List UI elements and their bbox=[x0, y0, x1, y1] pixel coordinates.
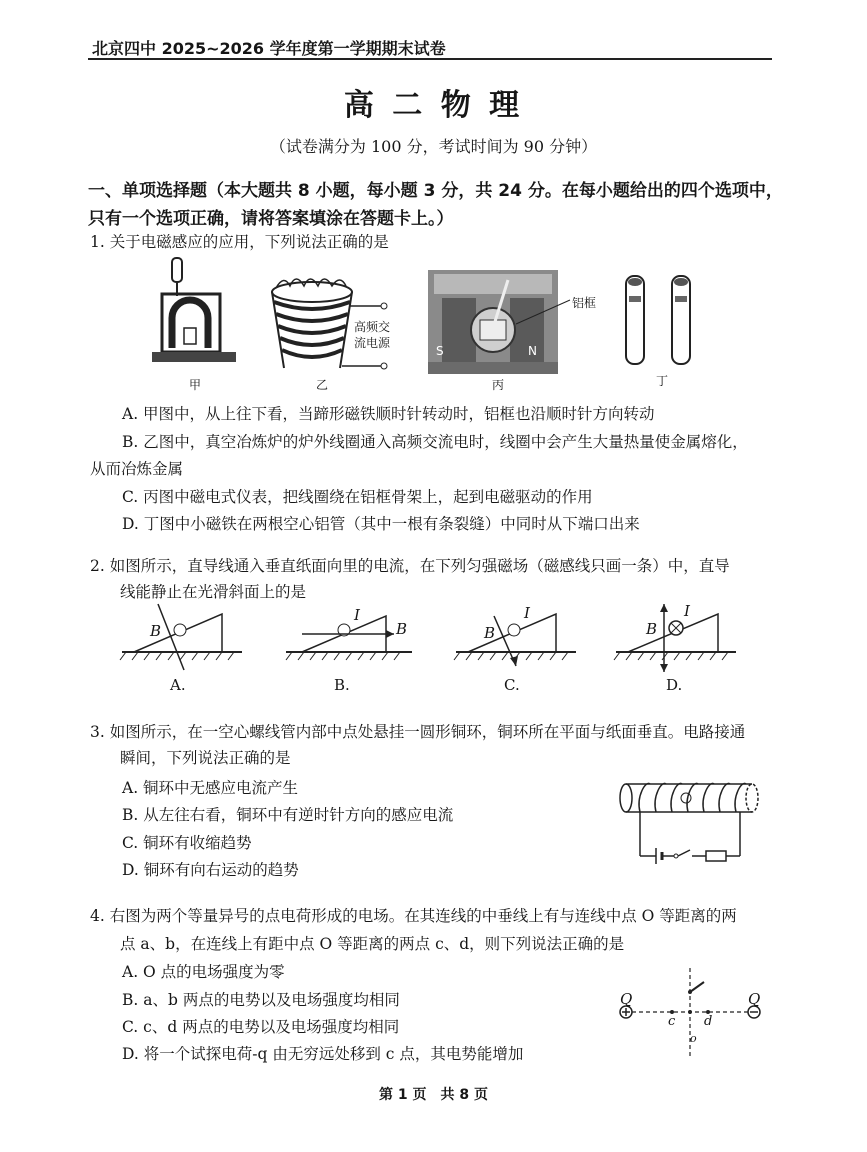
q1-fig-hf-label-2: 流电源 bbox=[354, 336, 391, 350]
q2-option-b: B. bbox=[334, 676, 350, 694]
q1-fig-label-n: N bbox=[528, 344, 537, 358]
q1-fig-label-bing: 丙 bbox=[492, 378, 505, 392]
q1-figure-ding bbox=[620, 272, 700, 368]
q4-stem-line1: 4. 右图为两个等量异号的点电荷形成的电场。在其连线的中垂线上有与连线中点 O 等距离的两 bbox=[90, 907, 737, 925]
q2-option-a: A. bbox=[170, 676, 186, 694]
q1-fig-label-s: S bbox=[436, 344, 444, 358]
q3-stem-line1: 3. 如图所示，在一空心螺线管内部中点处悬挂一圆形铜环，铜环所在平面与纸面垂直。电路接通 bbox=[90, 723, 746, 741]
q3-option-b: B. 从左往右看，铜环中有逆时针方向的感应电流 bbox=[122, 806, 454, 824]
q4-option-c: C. c、d 两点的电势以及电场强度均相同 bbox=[122, 1018, 400, 1036]
q1-fig-label-yi: 乙 bbox=[316, 378, 329, 392]
q1-option-d: D. 丁图中小磁铁在两根空心铝管（其中一根有条裂缝）中同时从下端口出来 bbox=[122, 515, 640, 533]
q4-fig-q-left: Q bbox=[620, 990, 633, 1008]
q3-option-c: C. 铜环有收缩趋势 bbox=[122, 834, 252, 852]
q1-fig-pointer-line bbox=[516, 296, 572, 326]
q2-d-b-label: B bbox=[646, 620, 658, 638]
page-footer: 第 1 页 共 8 页 bbox=[379, 1087, 488, 1103]
q2-c-b-label: B bbox=[484, 624, 496, 642]
q4-option-a: A. O 点的电场强度为零 bbox=[122, 963, 285, 981]
page-title: 高 二 物 理 bbox=[343, 88, 524, 123]
q3-option-d: D. 铜环有向右运动的趋势 bbox=[122, 861, 299, 879]
q3-option-a: A. 铜环中无感应电流产生 bbox=[122, 779, 299, 797]
q2-a-b-label: B bbox=[150, 622, 162, 640]
q4-fig-o: o bbox=[690, 1032, 697, 1045]
q2-figure-a bbox=[118, 604, 248, 676]
q4-fig-q-right: Q bbox=[748, 990, 761, 1008]
q1-fig-label-ding: 丁 bbox=[656, 374, 669, 388]
q2-b-b-label: B bbox=[396, 620, 408, 638]
q1-fig-label-lvkuang: 铝框 bbox=[572, 296, 597, 310]
q2-stem-line2: 线能静止在光滑斜面上的是 bbox=[120, 583, 307, 601]
q1-option-b-line1: B. 乙图中，真空冶炼炉的炉外线圈通入高频交流电时，线圈中会产生大量热量使金属熔化， bbox=[122, 433, 748, 451]
q2-stem-line1: 2. 如图所示，直导线通入垂直纸面向里的电流，在下列匀强磁场（磁感线只画一条）中，直导 bbox=[90, 557, 730, 575]
q1-figure-jia bbox=[150, 258, 240, 378]
q2-figure-d bbox=[612, 600, 742, 676]
q2-b-i-label: I bbox=[354, 606, 360, 624]
exam-info: （试卷满分为 100 分，考试时间为 90 分钟） bbox=[269, 137, 598, 156]
q2-option-c: C. bbox=[504, 676, 520, 694]
header-rule bbox=[88, 58, 772, 60]
q4-option-b: B. a、b 两点的电势以及电场强度均相同 bbox=[122, 991, 400, 1009]
q4-fig-c: c bbox=[668, 1014, 676, 1029]
q1-stem: 1. 关于电磁感应的应用，下列说法正确的是 bbox=[90, 233, 389, 251]
section-heading-line2: 只有一个选项正确，请将答案填涂在答题卡上。） bbox=[88, 209, 454, 229]
q2-figure-c bbox=[452, 604, 582, 676]
section-heading-line1: 一、单项选择题（本大题共 8 小题，每小题 3 分，共 24 分。在每小题给出的四个选项中， bbox=[88, 181, 783, 201]
q1-fig-hf-label-1: 高频交 bbox=[354, 320, 391, 334]
q1-option-a: A. 甲图中，从上往下看，当蹄形磁铁顺时针转动时，铝框也沿顺时针方向转动 bbox=[122, 405, 655, 423]
q2-d-i-label: I bbox=[684, 602, 690, 620]
q2-option-d: D. bbox=[666, 676, 683, 694]
q4-fig-d: d bbox=[704, 1014, 713, 1029]
q2-c-i-label: I bbox=[524, 604, 530, 622]
school-header: 北京四中 2025~2026 学年度第一学期期末试卷 bbox=[92, 39, 446, 58]
q2-figure-b bbox=[282, 604, 422, 676]
q4-figure-charges bbox=[612, 966, 768, 1062]
q1-option-b-line2: 从而冶炼金属 bbox=[90, 460, 184, 478]
q1-option-c: C. 丙图中磁电式仪表，把线圈绕在铝框骨架上，起到电磁驱动的作用 bbox=[122, 488, 593, 506]
q4-option-d: D. 将一个试探电荷-q 由无穷远处移到 c 点，其电势能增加 bbox=[122, 1045, 524, 1063]
q3-figure-solenoid bbox=[616, 776, 766, 866]
q1-fig-label-jia: 甲 bbox=[189, 378, 202, 392]
q3-stem-line2: 瞬间，下列说法正确的是 bbox=[120, 749, 291, 767]
q4-stem-line2: 点 a、b，在连线上有距中点 O 等距离的两点 c、d，则下列说法正确的是 bbox=[120, 935, 625, 953]
